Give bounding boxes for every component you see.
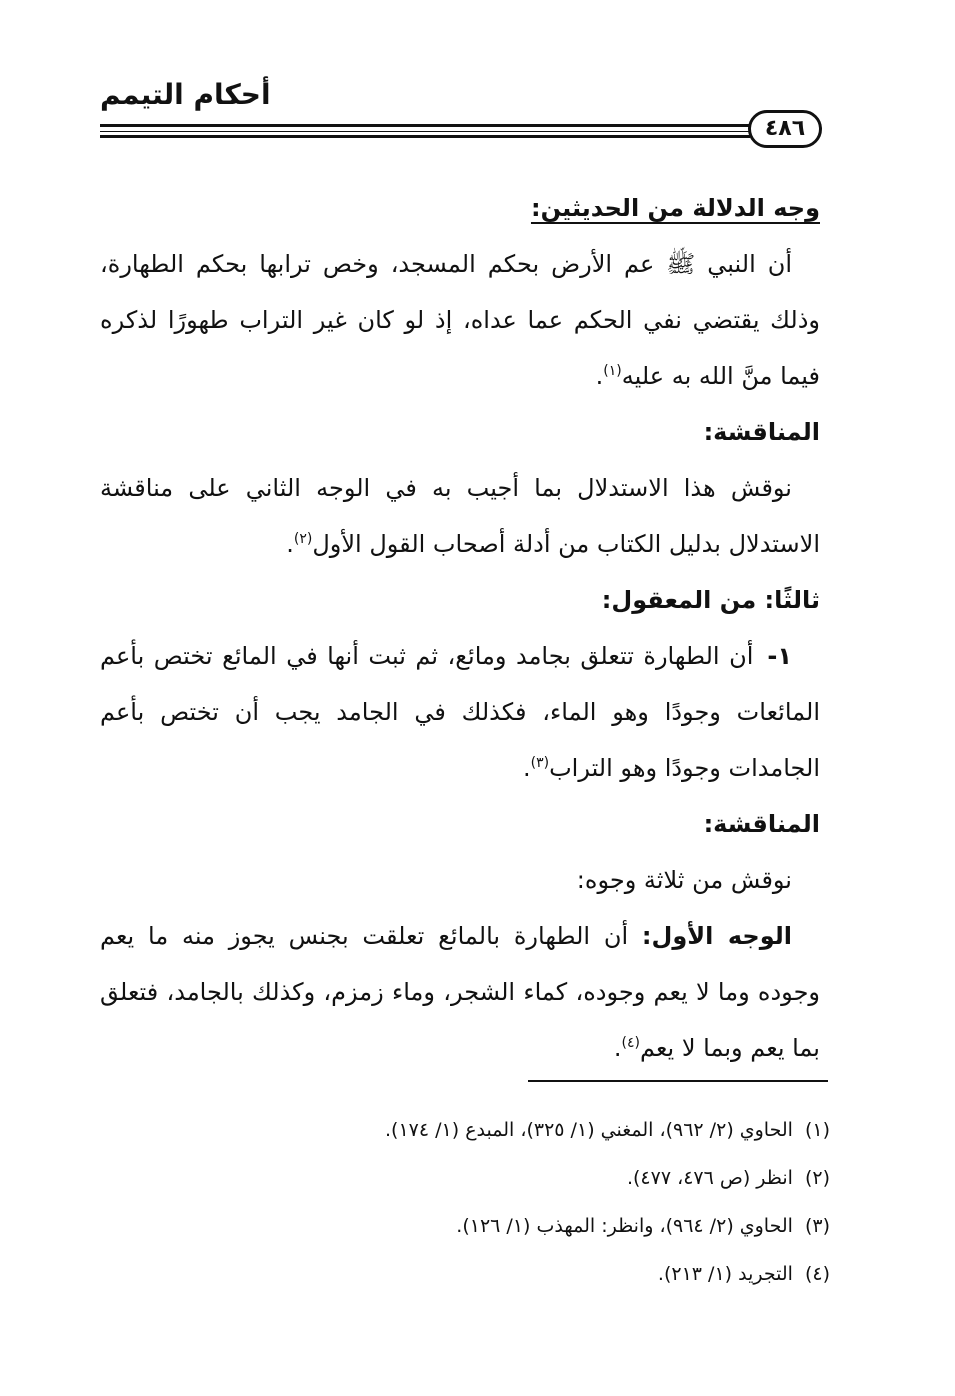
- paragraph: [100, 852, 820, 908]
- paragraph-end: .: [613, 1034, 622, 1062]
- heading-evidence: وجه الدلالة من الحديثين:: [530, 194, 820, 222]
- heading-rational: ثالثًا: من المعقول:: [601, 586, 820, 614]
- footnote-number: (٣): [804, 1215, 830, 1237]
- section-heading: [100, 404, 820, 460]
- header-rule-top: [100, 124, 750, 127]
- main-text: [100, 180, 820, 1076]
- paragraph-end: .: [595, 362, 604, 390]
- paragraph: [100, 908, 820, 1076]
- paragraph-text: نوقش من ثلاثة وجوه:: [576, 866, 792, 894]
- footnote-text: الحاوي (٢/ ٩٦٢)، المغني (١/ ٣٢٥)، المبدع (١/ ١٧٤).: [385, 1119, 793, 1141]
- footnote-number: (١): [804, 1119, 830, 1141]
- item-end: .: [522, 754, 531, 782]
- heading-discussion-2: المناقشة:: [703, 810, 820, 838]
- item-number: ١-: [767, 642, 792, 670]
- running-title: أحكام التيمم: [100, 78, 271, 111]
- footnote-text: انظر (ص ٤٧٦، ٤٧٧).: [626, 1167, 793, 1189]
- list-item: [100, 628, 820, 796]
- footnotes: [300, 1106, 830, 1298]
- footnote-ref: (٣): [530, 755, 550, 771]
- footnote-ref: (٤): [621, 1035, 640, 1051]
- footnote: [300, 1202, 830, 1250]
- section-heading: [100, 180, 820, 236]
- footnote-text: التجريد (١/ ٢١٣).: [657, 1263, 793, 1285]
- footnote: [300, 1106, 830, 1154]
- paragraph-text: نوقش هذا الاستدلال بما أجيب به في الوجه الثاني على مناقشة الاستدلال بدليل الكتاب من أدلة أصحاب القول الأول: [100, 474, 820, 558]
- header-rule-middle: [100, 131, 750, 132]
- footnote-separator: [528, 1080, 828, 1082]
- page-number: ٤٨٦: [748, 110, 822, 148]
- footnote-ref: (٢): [293, 531, 313, 547]
- footnote-number: (٤): [804, 1263, 830, 1285]
- section-heading: [100, 796, 820, 852]
- footnote: [300, 1250, 830, 1298]
- paragraph: [100, 236, 820, 404]
- paragraph: [100, 460, 820, 572]
- paragraph-text: أن الطهارة بالمائع تعلقت بجنس يجوز منه ما يعم وجوده وما لا يعم وجوده، كماء الشجر، وماء زمزم، وكذلك بالجامد، فتعلق بما يعم وبما لا يعم: [100, 922, 820, 1062]
- heading-discussion: المناقشة:: [703, 418, 820, 446]
- paragraph-end: .: [286, 530, 294, 558]
- footnote-number: (٢): [804, 1167, 830, 1189]
- item-text: أن الطهارة تتعلق بجامد ومائع، ثم ثبت أنها في المائع تختص بأعم المائعات وجودًا وهو الماء، فكذلك في الجامد يجب أن تختص بأعم الجامدات وجودًا وهو التراب: [100, 642, 820, 782]
- paragraph-lead: الوجه الأول:: [641, 922, 792, 950]
- footnote: [300, 1154, 830, 1202]
- footnote-ref: (١): [603, 363, 622, 379]
- header-rule-bottom: [100, 135, 750, 138]
- paragraph-text: أن النبي ﷺ عم الأرض بحكم المسجد، وخص ترابها بحكم الطهارة، وذلك يقتضي نفي الحكم عما عداه، إذ لو كان غير التراب طهورًا لذكره فيما منَّ الله به عليه: [100, 250, 820, 390]
- section-heading: [100, 572, 820, 628]
- footnote-text: الحاوي (٢/ ٩٦٤)، وانظر: المهذب (١/ ١٢٦).: [456, 1215, 793, 1237]
